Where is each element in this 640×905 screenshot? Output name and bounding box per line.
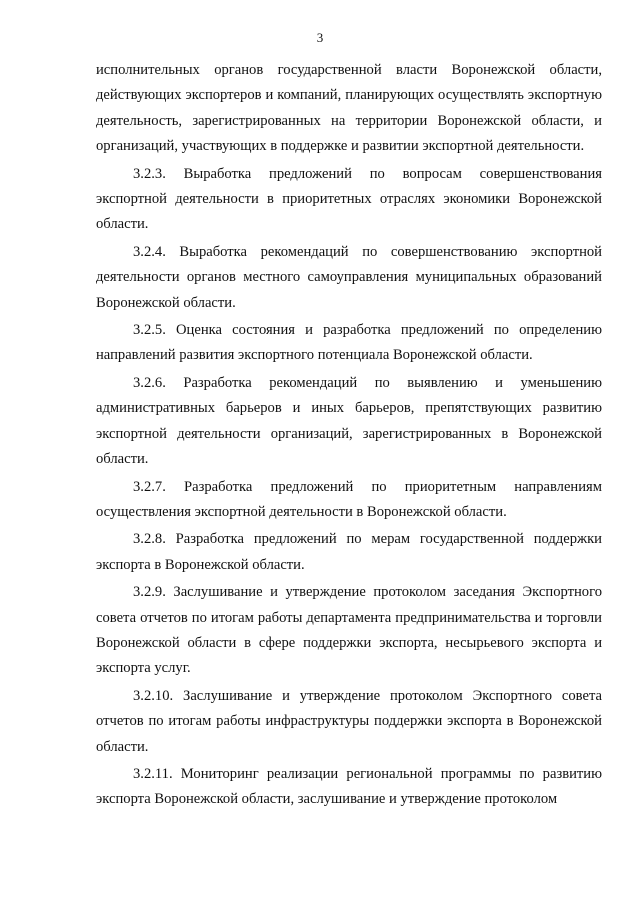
document-body	[96, 58, 602, 813]
paragraph-3-2-8: 3.2.8. Разработка предложений по мерам государственной поддержки экспорта в Воронежской области.	[96, 531, 602, 573]
page-number: 3	[316, 30, 324, 45]
paragraph-3-2-7: 3.2.7. Разработка предложений по приоритетным направлениям осуществления экспортной деятельности в Воронежской области.	[96, 478, 602, 520]
paragraph-3-2-11: 3.2.11. Мониторинг реализации региональной программы по развитию экспорта Воронежской области, заслушивание и утверждение протоколом	[96, 765, 602, 808]
paragraph-3-2-5: 3.2.5. Оценка состояния и разработка предложений по определению направлений развития экспортного потенциала Воронежской области.	[96, 322, 602, 364]
paragraph-3-2-6: 3.2.6. Разработка рекомендаций по выявлению и уменьшению административных барьеров и иных барьеров, препятствующих развитию экспортной деятельности организаций, зарегистрированных в Воронежской области.	[96, 374, 602, 468]
paragraph-3-2-4: 3.2.4. Выработка рекомендаций по совершенствованию экспортной деятельности органов местного самоуправления муниципальных образований Воронежской области.	[96, 243, 602, 311]
paragraph-continuation: исполнительных органов государственной власти Воронежской области, действующих экспортеров и компаний, планирующих осуществлять экспортную деятельность, зарегистрированных на территории Воронежской области, и организаций, участвующих в поддержке и развитии экспортной деятельности.	[96, 62, 602, 155]
paragraph-3-2-3: 3.2.3. Выработка предложений по вопросам совершенствования экспортной деятельности в приоритетных отраслях экономики Воронежской области.	[96, 165, 602, 233]
paragraph-3-2-9: 3.2.9. Заслушивание и утверждение протоколом заседания Экспортного совета отчетов по итогам работы департамента предпринимательства и торговли Воронежской области в сфере поддержки экспорта, несырьевого экспорта и экспорта услуг.	[96, 584, 602, 677]
paragraph-3-2-10: 3.2.10. Заслушивание и утверждение протоколом Экспортного совета отчетов по итогам работы инфраструктуры поддержки экспорта в Воронежской области.	[96, 687, 602, 755]
